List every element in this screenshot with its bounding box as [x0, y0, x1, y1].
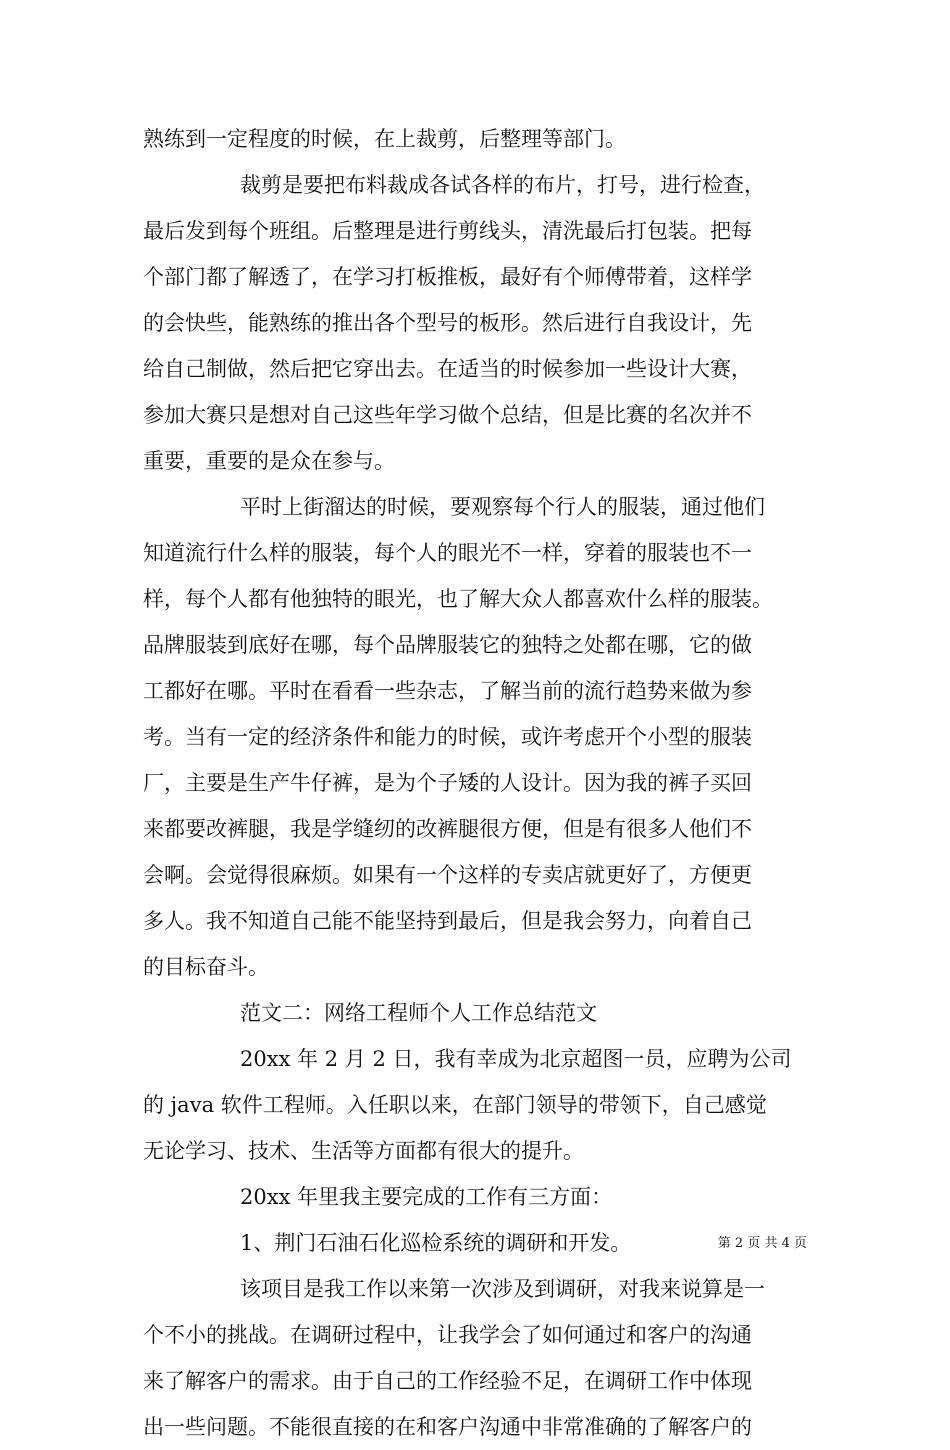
text-line: 样，每个人都有他独特的眼光，也了解大众人都喜欢什么样的服装。	[143, 587, 773, 611]
text-line: 重要，重要的是众在参与。	[143, 449, 395, 473]
text-line: 无论学习、技术、生活等方面都有很大的提升。	[143, 1139, 584, 1163]
text-line: 20xx 年里我主要完成的工作有三方面：	[240, 1185, 613, 1209]
text-line: 来了解客户的需求。由于自己的工作经验不足，在调研工作中体现	[143, 1369, 752, 1393]
list-item: 1、荆门石油石化巡检系统的调研和开发。	[240, 1231, 632, 1255]
text-line: 厂，主要是生产牛仔裤，是为个子矮的人设计。因为我的裤子买回	[143, 771, 752, 795]
text-line: 来都要改裤腿，我是学缝纫的改裤腿很方便，但是有很多人他们不	[143, 817, 752, 841]
text-line: 熟练到一定程度的时候，在上裁剪，后整理等部门。	[143, 127, 626, 151]
text-line: 考。当有一定的经济条件和能力的时候，或许考虑开个小型的服装	[143, 725, 752, 749]
text-line: 工都好在哪。平时在看看一些杂志，了解当前的流行趋势来做为参	[143, 679, 752, 703]
text-line: 知道流行什么样的服装，每个人的眼光不一样，穿着的服装也不一	[143, 541, 752, 565]
text-line: 给自己制做，然后把它穿出去。在适当的时候参加一些设计大赛，	[143, 357, 752, 381]
text-line: 平时上街溜达的时候，要观察每个行人的服装，通过他们	[240, 495, 765, 519]
text-line: 多人。我不知道自己能不能坚持到最后，但是我会努力，向着自己	[143, 909, 752, 933]
text-line: 的 java 软件工程师。入任职以来，在部门领导的带领下，自己感觉	[143, 1093, 767, 1117]
text-line: 该项目是我工作以来第一次涉及到调研，对我来说算是一	[240, 1277, 765, 1301]
text-line: 个部门都了解透了，在学习打板推板，最好有个师傅带着，这样学	[143, 265, 752, 289]
text-line: 20xx 年 2 月 2 日，我有幸成为北京超图一员，应聘为公司	[240, 1047, 792, 1071]
text-line: 参加大赛只是想对自己这些年学习做个总结，但是比赛的名次并不	[143, 403, 752, 427]
section-heading: 范文二：网络工程师个人工作总结范文	[240, 1001, 597, 1025]
text-line: 最后发到每个班组。后整理是进行剪线头，清洗最后打包装。把每	[143, 219, 752, 243]
text-line: 出一些问题。不能很直接的在和客户沟通中非常准确的了解客户的	[143, 1415, 752, 1439]
text-line: 的目标奋斗。	[143, 955, 269, 979]
text-line: 裁剪是要把布料裁成各试各样的布片，打号，进行检查，	[240, 173, 765, 197]
text-line: 会啊。会觉得很麻烦。如果有一个这样的专卖店就更好了，方便更	[143, 863, 752, 887]
text-line: 品牌服装到底好在哪，每个品牌服装它的独特之处都在哪，它的做	[143, 633, 752, 657]
page-number: 第 2 页 共 4 页	[717, 1236, 807, 1251]
text-line: 的会快些，能熟练的推出各个型号的板形。然后进行自我设计，先	[143, 311, 752, 335]
text-line: 个不小的挑战。在调研过程中，让我学会了如何通过和客户的沟通	[143, 1323, 752, 1347]
